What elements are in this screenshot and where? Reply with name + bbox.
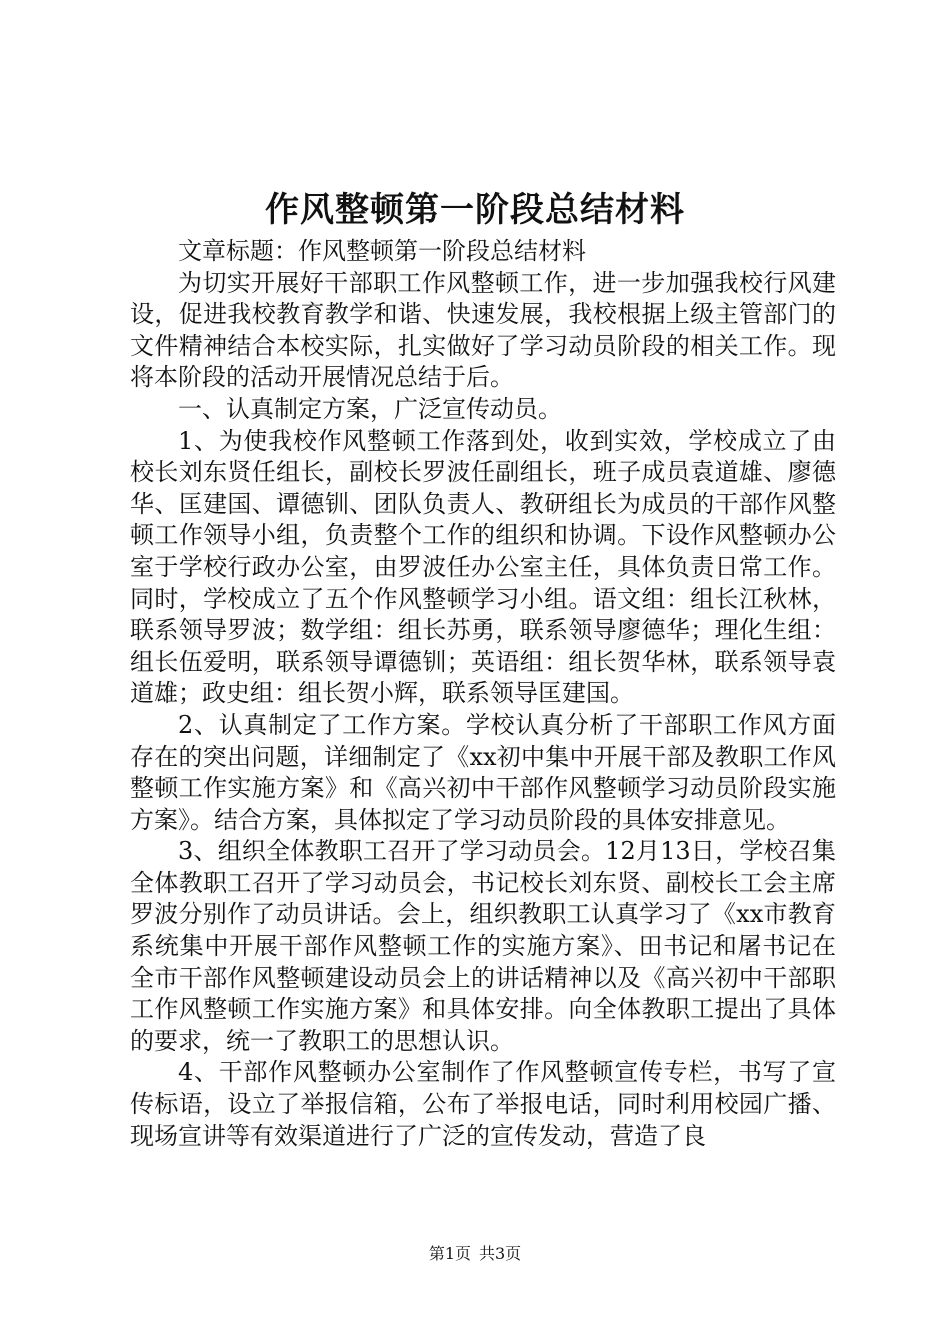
page-total: 共3页 <box>479 1244 522 1263</box>
intro-paragraph: 为切实开展好干部职工作风整顿工作，进一步加强我校行风建设，促进我校教育教学和谐、快速发展，我校根据上级主管部门的文件精神结合本校实际，扎实做好了学习动员阶段的相关工作。现将本阶段的活动开展情况总结于后。 <box>130 268 836 392</box>
section-heading: 一、认真制定方案，广泛宣传动员。 <box>178 394 562 423</box>
document-title: 作风整顿第一阶段总结材料 <box>265 190 685 230</box>
page-footer <box>0 1243 950 1265</box>
article-title-line: 文章标题：作风整顿第一阶段总结材料 <box>178 237 586 265</box>
paragraph-item-4: 4、干部作风整顿办公室制作了作风整顿宣传专栏，书写了宣传标语，设立了举报信箱，公布了举报电话，同时利用校园广播、现场宣讲等有效渠道进行了广泛的宣传发动，营造了良 <box>130 1058 836 1150</box>
page-number: 第1页 <box>428 1244 471 1263</box>
paragraph-item-3: 3、组织全体教职工召开了学习动员会。12月13日，学校召集全体教职工召开了学习动员会，书记校长刘东贤、副校长工会主席罗波分别作了动员讲话。会上，组织教职工认真学习了《xx市教育系统集中开展干部作风整顿工作的实施方案》、田书记和屠书记在全市干部作风整顿建设动员会上的讲话精神以及《高兴初中干部职工作风整顿工作实施方案》和具体安排。向全体教职工提出了具体的要求，统一了教职工的思想认识。 <box>130 837 836 1055</box>
document-body <box>130 236 836 1152</box>
paragraph-item-1: 1、为使我校作风整顿工作落到处，收到实效，学校成立了由校长刘东贤任组长，副校长罗波任副组长，班子成员袁道雄、廖德华、匡建国、谭德钏、团队负责人、教研组长为成员的干部作风整顿工作领导小组，负责整个工作的组织和协调。下设作风整顿办公室于学校行政办公室，由罗波任办公室主任，具体负责日常工作。同时，学校成立了五个作风整顿学习小组。语文组：组长江秋林，联系领导罗波；数学组：组长苏勇，联系领导廖德华；理化生组：组长伍爱明，联系领导谭德钏；英语组：组长贺华林，联系领导袁道雄；政史组：组长贺小辉，联系领导匡建国。 <box>130 426 836 708</box>
paragraph-item-2: 2、认真制定了工作方案。学校认真分析了干部职工作风方面存在的突出问题，详细制定了《xx初中集中开展干部及教职工作风整顿工作实施方案》和《高兴初中干部作风整顿学习动员阶段实施方案》。结合方案，具体拟定了学习动员阶段的具体安排意见。 <box>130 710 836 834</box>
